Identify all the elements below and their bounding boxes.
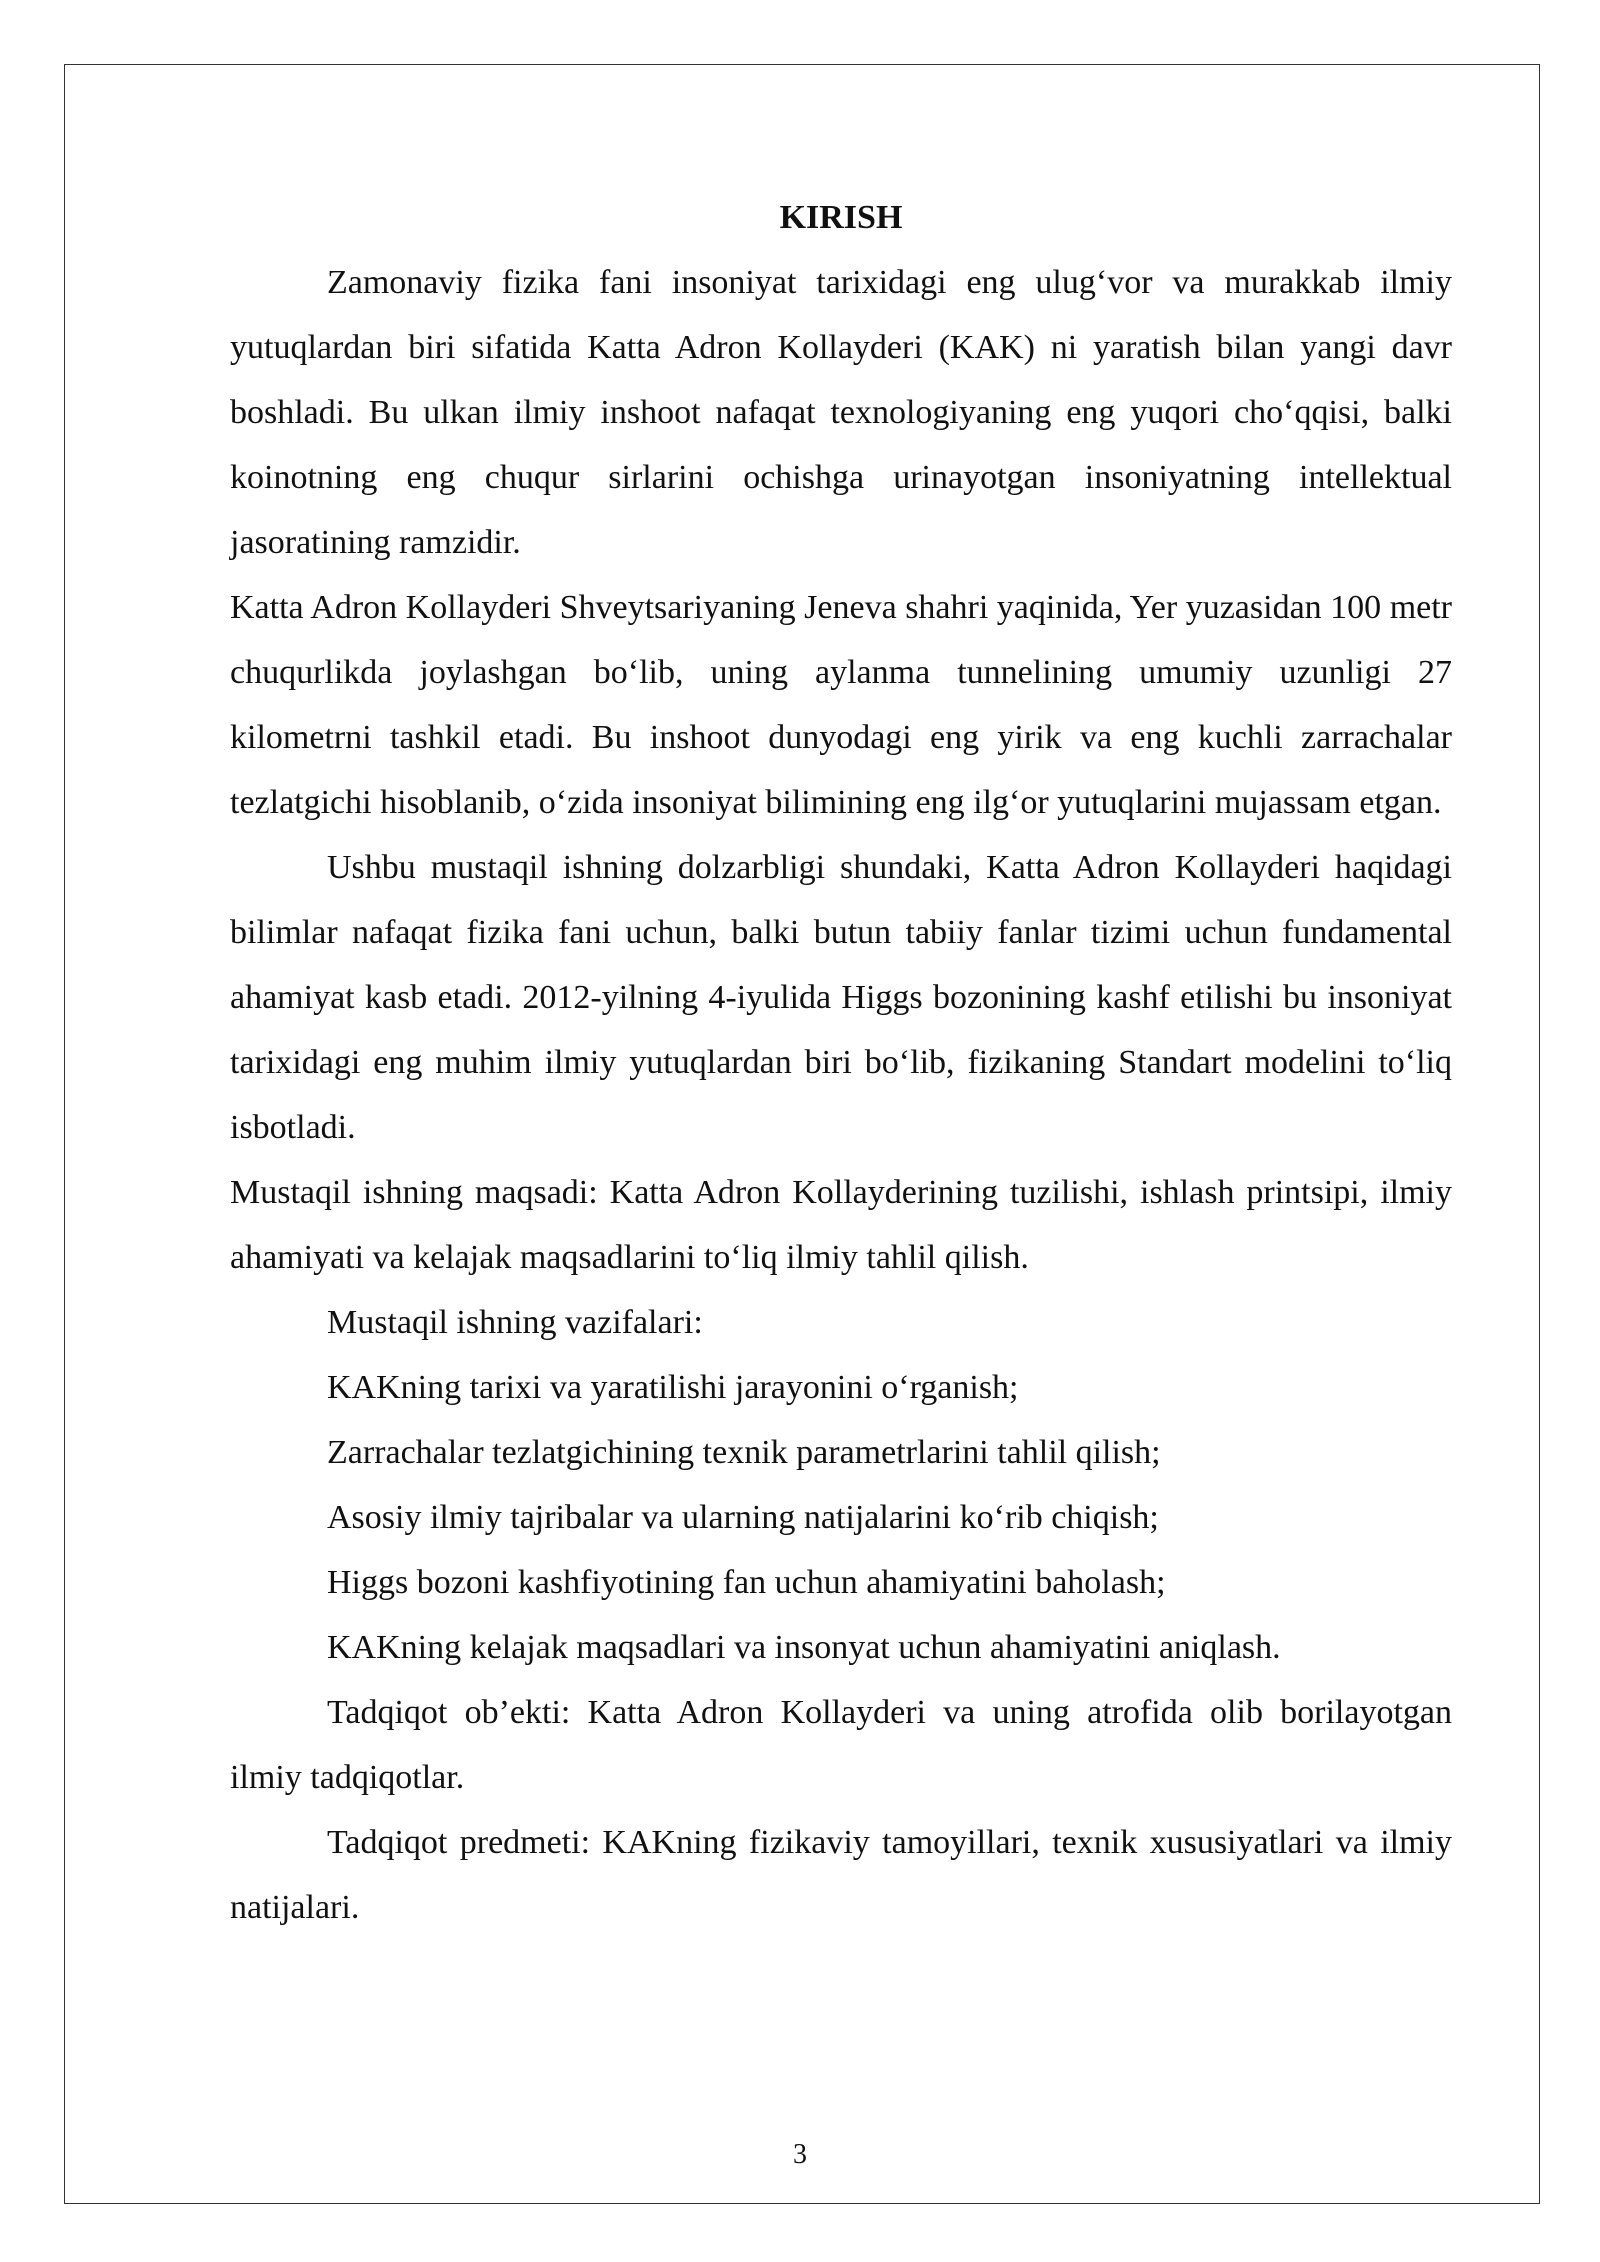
document-body [230, 185, 1452, 1940]
paragraph-research-subject: Tadqiqot predmeti: KAKning fizikaviy tamoyillari, texnik xususiyatlari va ilmiy natijalari. [230, 1824, 1452, 1926]
task-item-5: KAKning kelajak maqsadlari va insonyat uchun ahamiyatini aniqlash. [327, 1629, 1281, 1666]
page-number: 3 [793, 2139, 807, 2170]
task-item-4: Higgs bozoni kashfiyotining fan uchun ahamiyatini baholash; [327, 1564, 1166, 1601]
paragraph-tasks-heading: Mustaqil ishning vazifalari: [327, 1304, 703, 1341]
task-item-3: Asosiy ilmiy tajribalar va ularning natijalarini ko‘rib chiqish; [327, 1499, 1159, 1536]
paragraph-relevance: Ushbu mustaqil ishning dolzarbligi shundaki, Katta Adron Kollayderi haqidagi bilimlar nafaqat fizika fani uchun, balki butun tabiiy fanlar tizimi uchun fundamental ahamiyat kasb etadi. 2012-yilning 4-iyulida Higgs bozonining kashf etilishi bu insoniyat tarixidagi eng muhim ilmiy yutuqlardan biri bo‘lib, fizikaning Standart modelini to‘liq isbotladi. [230, 849, 1452, 1146]
paragraph-goal: Mustaqil ishning maqsadi: Katta Adron Kollayderining tuzilishi, ishlash printsipi, ilmiy ahamiyati va kelajak maqsadlarini to‘liq ilmiy tahlil qilish. [230, 1174, 1452, 1276]
paragraph-intro: Zamonaviy fizika fani insoniyat tarixidagi eng ulug‘vor va murakkab ilmiy yutuqlardan biri sifatida Katta Adron Kollayderi (KAK) ni yaratish bilan yangi davr boshladi. Bu ulkan ilmiy inshoot nafaqat texnologiyaning eng yuqori cho‘qqisi, balki koinotning eng chuqur sirlarini ochishga urinayotgan insoniyatning intellektual jasoratining ramzidir. [230, 264, 1452, 561]
paragraph-research-object: Tadqiqot ob’ekti: Katta Adron Kollayderi va uning atrofida olib borilayotgan ilmiy tadqiqotlar. [230, 1694, 1452, 1796]
task-item-1: KAKning tarixi va yaratilishi jarayonini o‘rganish; [327, 1369, 1019, 1406]
task-item-2: Zarrachalar tezlatgichining texnik parametrlarini tahlil qilish; [327, 1434, 1161, 1471]
paragraph-location: Katta Adron Kollayderi Shveytsariyaning Jeneva shahri yaqinida, Yer yuzasidan 100 metr chuqurlikda joylashgan bo‘lib, uning aylanma tunnelining umumiy uzunligi 27 kilometrni tashkil etadi. Bu inshoot dunyodagi eng yirik va eng kuchli zarrachalar tezlatgichi hisoblanib, o‘zida insoniyat bilimining eng ilg‘or yutuqlarini mujassam etgan. [230, 589, 1452, 821]
section-title: KIRISH [779, 199, 903, 236]
